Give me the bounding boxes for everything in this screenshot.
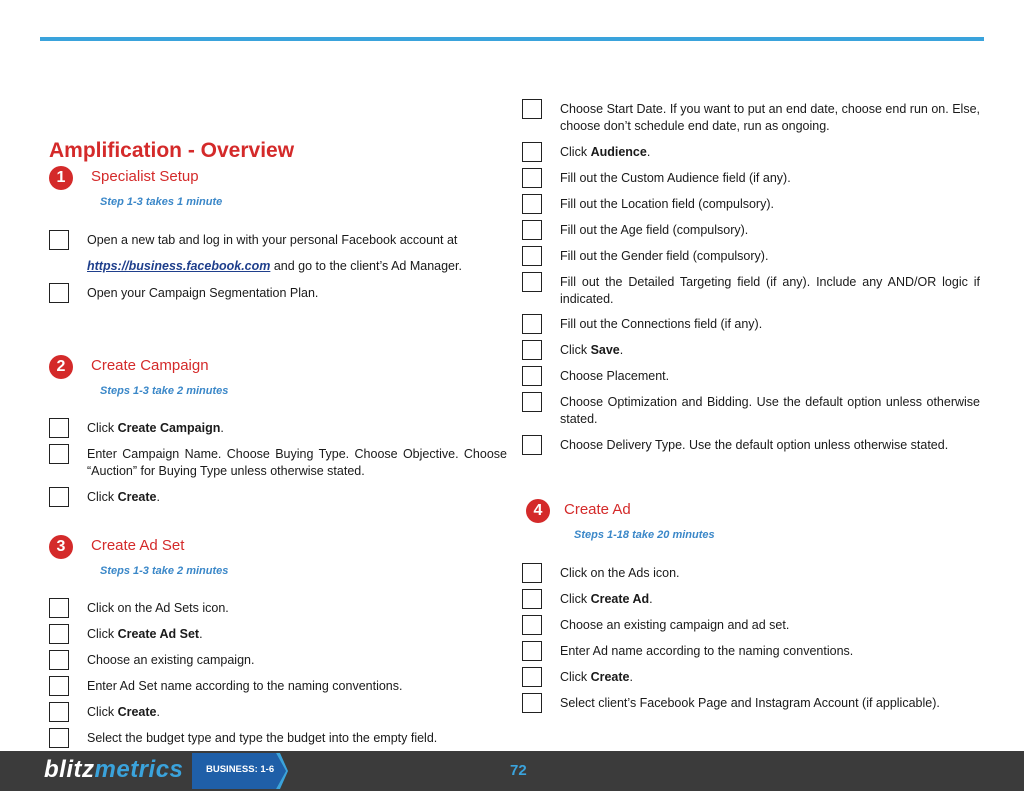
- checkbox[interactable]: [522, 246, 542, 266]
- item-text: [87, 227, 507, 279]
- checkbox[interactable]: [49, 676, 69, 696]
- checkbox[interactable]: [522, 615, 542, 635]
- item-text-part: Click: [560, 145, 591, 159]
- item-text-part: Click: [87, 421, 118, 435]
- item-text: Choose Start Date. If you want to put an end date, choose end run on. Else, choose don’t schedule end date, run as ongoing.: [560, 102, 980, 133]
- item-text: Fill out the Connections field (if any).: [560, 317, 763, 331]
- item-text: Fill out the Gender field (compulsory).: [560, 249, 769, 263]
- checkbox[interactable]: [49, 728, 69, 748]
- step-number-badge: 1: [49, 166, 73, 190]
- checkbox[interactable]: [522, 168, 542, 188]
- logo-part: metrics: [94, 756, 184, 783]
- item-text-part: and go to the client’s Ad Manager.: [270, 259, 462, 273]
- checkbox[interactable]: [49, 702, 69, 722]
- item-text: Fill out the Age field (compulsory).: [560, 223, 749, 237]
- item-text: Choose an existing campaign.: [87, 653, 255, 667]
- checkbox[interactable]: [49, 283, 69, 303]
- checkbox[interactable]: [522, 340, 542, 360]
- item-text-part: Click: [87, 627, 118, 641]
- item-text-part: .: [629, 670, 633, 684]
- item-text: [560, 669, 980, 686]
- item-text-bold: Audience: [590, 145, 647, 159]
- business-facebook-link[interactable]: https://business.facebook.com: [87, 259, 271, 273]
- section-title: Create Ad: [564, 501, 631, 518]
- item-text-bold: Create Ad: [590, 592, 650, 606]
- item-text-part: Click: [560, 592, 591, 606]
- item-text-part: Click: [560, 343, 591, 357]
- checkbox[interactable]: [49, 444, 69, 464]
- top-rule: [40, 37, 984, 41]
- item-text: [560, 591, 980, 608]
- checkbox[interactable]: [522, 314, 542, 334]
- item-text-part: .: [156, 705, 160, 719]
- item-text-part: .: [649, 592, 653, 606]
- item-text-bold: Create Ad Set: [117, 627, 200, 641]
- item-text: Choose an existing campaign and ad set.: [560, 618, 790, 632]
- item-text-part: Open a new tab and log in with your personal Facebook account at: [87, 233, 458, 247]
- page-title: Amplification - Overview: [49, 139, 295, 162]
- checkbox[interactable]: [522, 366, 542, 386]
- item-text: Fill out the Detailed Targeting field (if any). Include any AND/OR logic if indicated.: [560, 275, 980, 306]
- item-text-part: Click: [87, 490, 118, 504]
- logo-part: blitz: [44, 756, 95, 783]
- checkbox[interactable]: [49, 230, 69, 250]
- item-text: Choose Placement.: [560, 369, 670, 383]
- item-text: [87, 704, 507, 721]
- item-text: Fill out the Custom Audience field (if any).: [560, 171, 791, 185]
- checkbox[interactable]: [522, 99, 542, 119]
- item-text: Choose Optimization and Bidding. Use the default option unless otherwise stated.: [560, 395, 980, 426]
- checkbox[interactable]: [49, 650, 69, 670]
- item-text-part: .: [156, 490, 160, 504]
- section-title: Create Ad Set: [91, 537, 185, 554]
- page-number: 72: [510, 762, 527, 779]
- item-text-bold: Create Campaign: [117, 421, 221, 435]
- checkbox[interactable]: [49, 487, 69, 507]
- item-text-bold: Create: [590, 670, 630, 684]
- item-text-part: .: [646, 145, 651, 159]
- item-text: Choose Delivery Type. Use the default option unless otherwise stated.: [560, 438, 949, 452]
- item-text-part: Click: [87, 705, 118, 719]
- item-text: Enter Campaign Name. Choose Buying Type. Choose Objective. Choose “Auction” for Buying Type unless otherwise stated.: [87, 447, 507, 478]
- item-text-part: .: [220, 421, 224, 435]
- item-text: Enter Ad name according to the naming conventions.: [560, 644, 854, 658]
- section-subtitle: Steps 1-18 take 20 minutes: [574, 529, 715, 541]
- item-text-part: .: [199, 627, 203, 641]
- item-text: [87, 626, 507, 643]
- checkbox[interactable]: [49, 418, 69, 438]
- item-text-bold: Create: [117, 490, 157, 504]
- step-number-badge: 4: [526, 499, 550, 523]
- step-number-badge: 2: [49, 355, 73, 379]
- item-text: [87, 420, 507, 437]
- checkbox[interactable]: [522, 641, 542, 661]
- checkbox[interactable]: [522, 435, 542, 455]
- item-text-bold: Save: [590, 343, 620, 357]
- item-text: Select client’s Facebook Page and Instagram Account (if applicable).: [560, 696, 940, 710]
- item-text: Enter Ad Set name according to the naming conventions.: [87, 679, 403, 693]
- checkbox[interactable]: [522, 194, 542, 214]
- page-footer: [0, 751, 1024, 791]
- item-text-bold: Create: [117, 705, 157, 719]
- blitzmetrics-logo: [44, 756, 183, 784]
- checkbox[interactable]: [522, 392, 542, 412]
- checkbox[interactable]: [522, 693, 542, 713]
- section-subtitle: Steps 1-3 take 2 minutes: [100, 565, 229, 577]
- section-chip: [192, 751, 288, 791]
- section-subtitle: Steps 1-3 take 2 minutes: [100, 385, 229, 397]
- checkbox[interactable]: [522, 272, 542, 292]
- item-text: Select the budget type and type the budget into the empty field.: [87, 731, 438, 745]
- checkbox[interactable]: [522, 220, 542, 240]
- item-text: Click on the Ad Sets icon.: [87, 601, 229, 615]
- checkbox[interactable]: [522, 563, 542, 583]
- item-text-part: Click: [560, 670, 591, 684]
- section-subtitle: Step 1-3 takes 1 minute: [100, 196, 223, 208]
- step-number-badge: 3: [49, 535, 73, 559]
- item-text: [87, 489, 507, 506]
- section-title: Create Campaign: [91, 357, 209, 374]
- checkbox[interactable]: [49, 598, 69, 618]
- checkbox[interactable]: [522, 667, 542, 687]
- checkbox[interactable]: [522, 142, 542, 162]
- checkbox[interactable]: [522, 589, 542, 609]
- checkbox[interactable]: [49, 624, 69, 644]
- item-text: [560, 342, 980, 359]
- item-text: [560, 144, 980, 161]
- item-text-part: .: [619, 343, 624, 357]
- item-text: Open your Campaign Segmentation Plan.: [87, 286, 319, 300]
- item-text: Fill out the Location field (compulsory).: [560, 197, 774, 211]
- section-chip-label: BUSINESS: 1-6: [206, 764, 275, 775]
- item-text: Click on the Ads icon.: [560, 566, 680, 580]
- section-title: Specialist Setup: [91, 168, 199, 185]
